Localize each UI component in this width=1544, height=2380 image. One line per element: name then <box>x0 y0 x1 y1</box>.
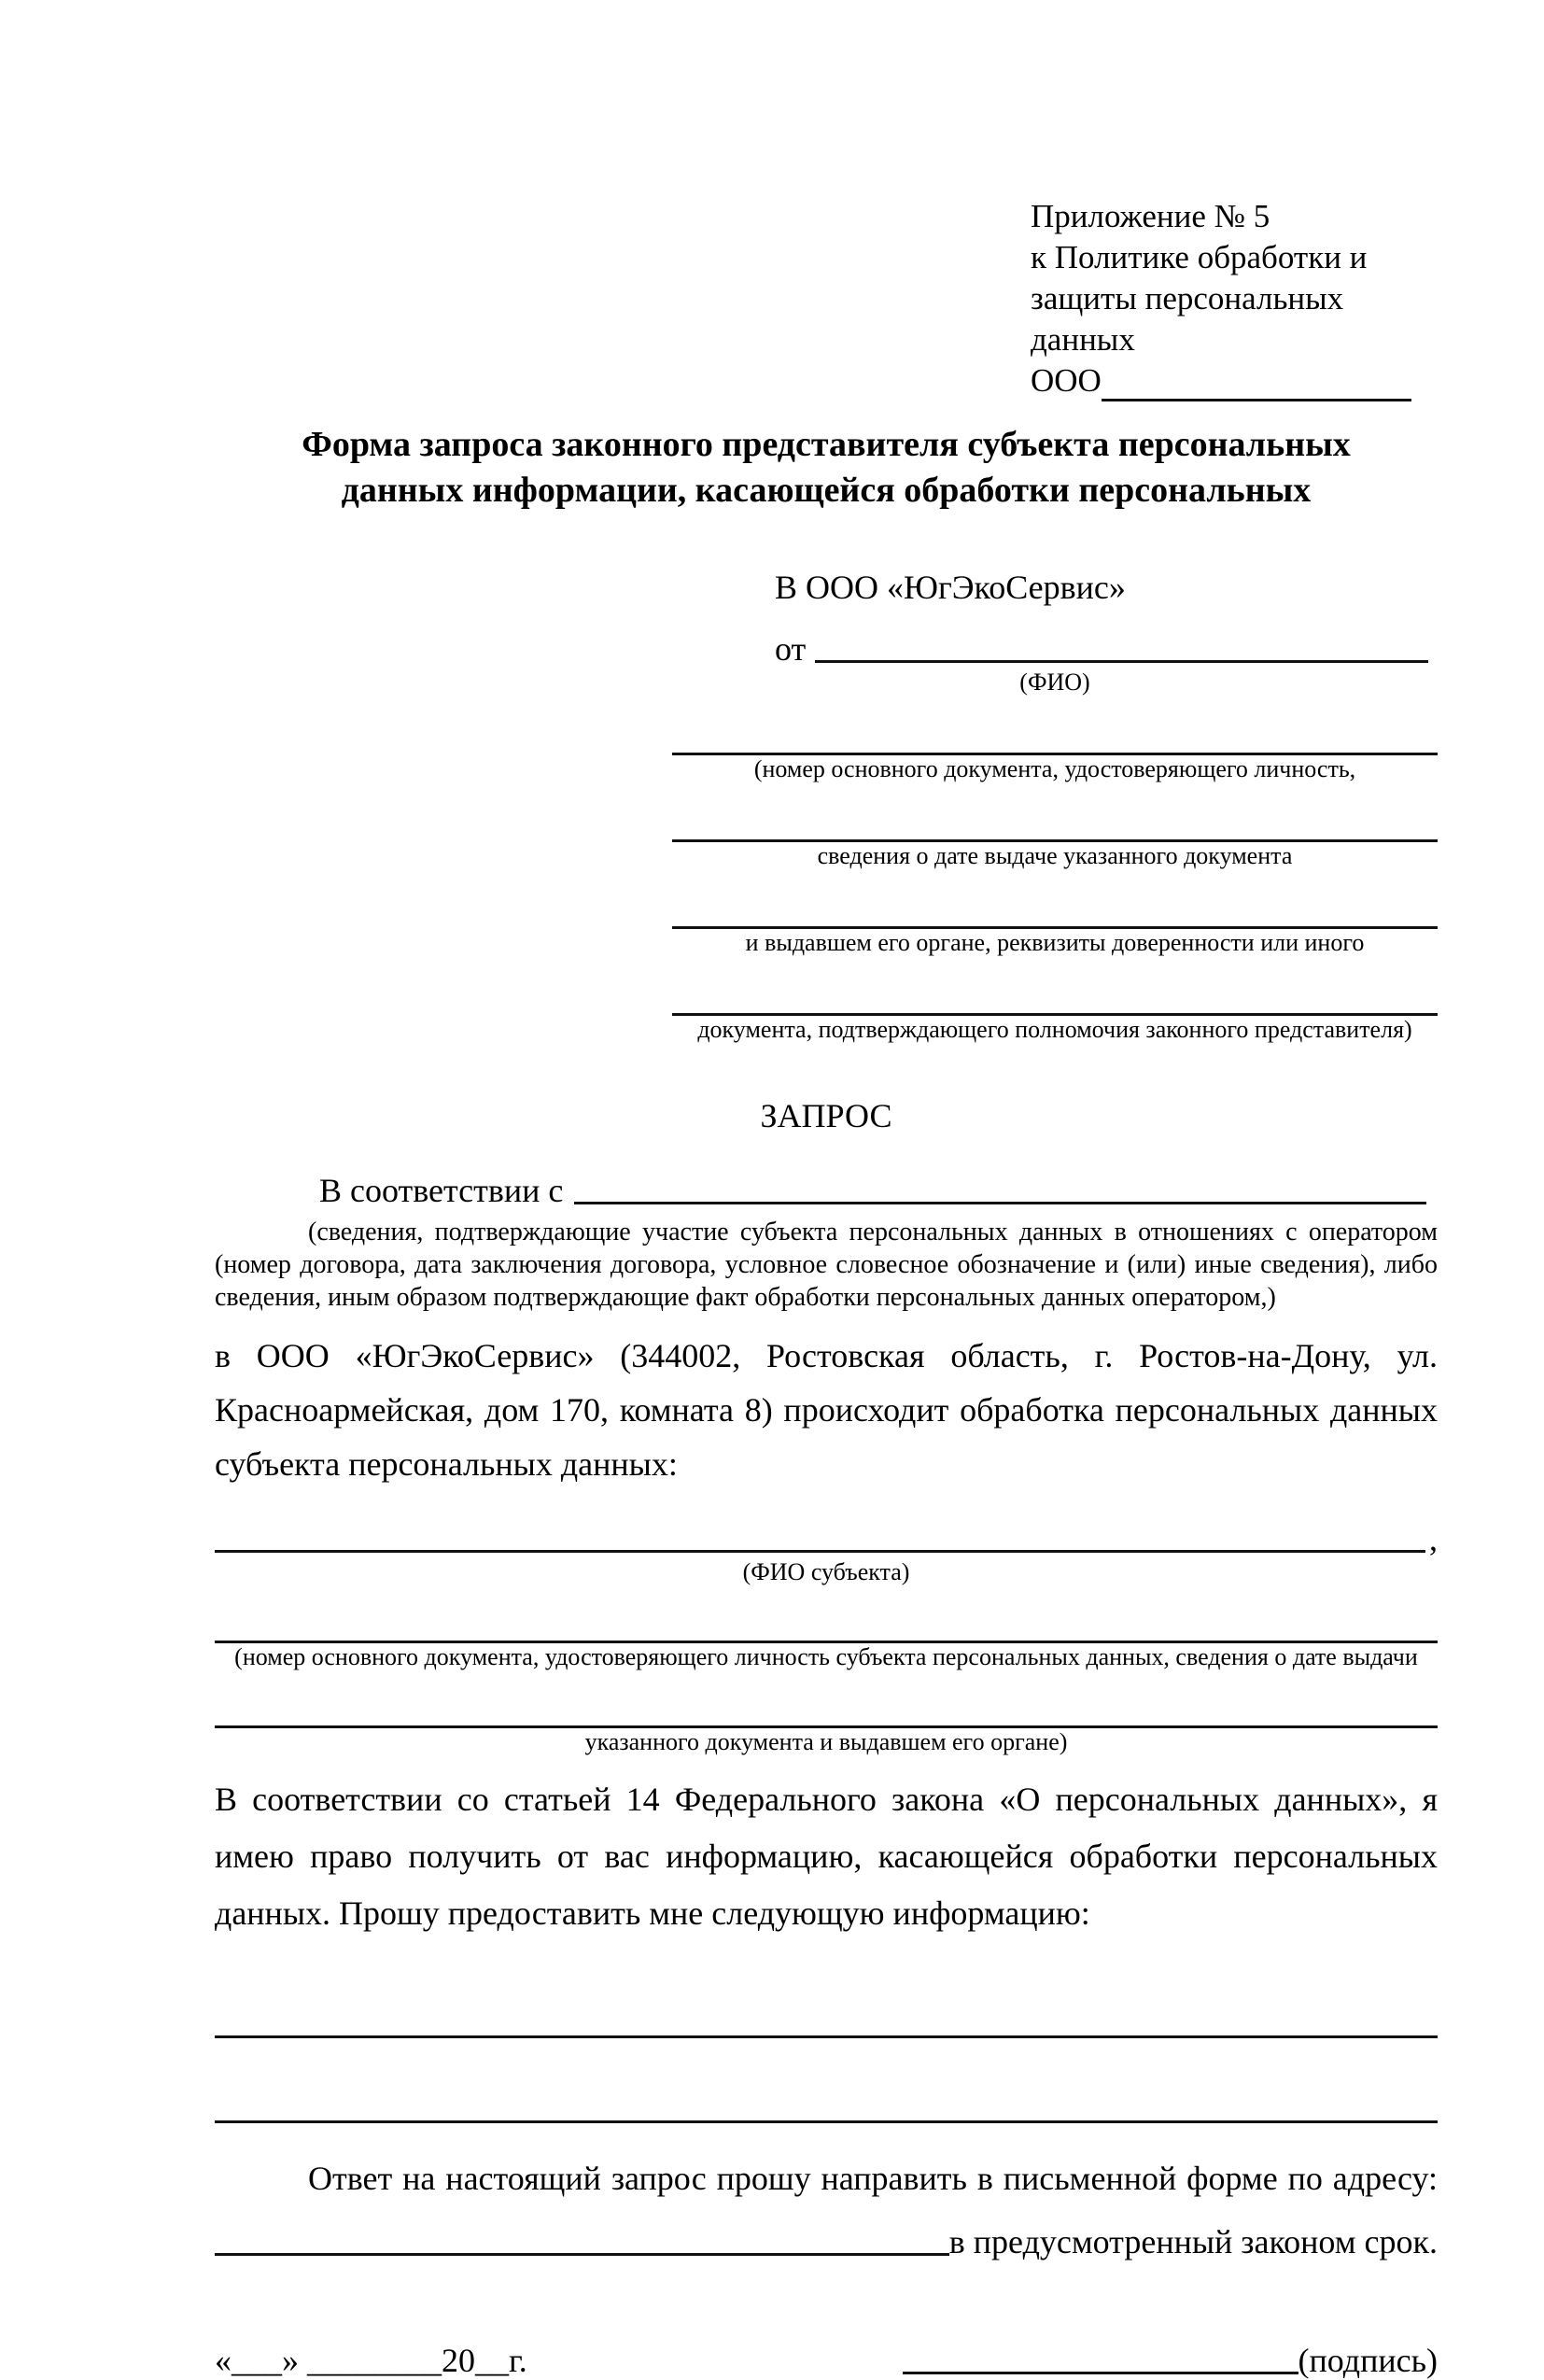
signature-blank-line <box>903 2340 1298 2374</box>
according-label: В соответствии с <box>319 1172 564 1209</box>
authority-document-caption: документа, подтверждающего полномочия законного представителя) <box>697 1016 1412 1043</box>
answer-paragraph: Ответ на настоящий запрос прошу направить в письменной форме по адресу: <box>308 2160 1438 2197</box>
title-line-1: Форма запроса законного представителя субъекта персональных <box>302 425 1351 464</box>
date-signature-row <box>215 2340 1438 2380</box>
operator-paragraph: в ООО «ЮгЭкоСервис» (344002, Ростовская область, г. Ростов-на-Дону, ул. Красноармейская, дом 170, комната 8) происходит обработка персональных данных субъекта персональных данных: <box>215 1337 1438 1483</box>
answer-address-row <box>215 2222 1438 2261</box>
date-line: «___» ________20__г. <box>215 2342 527 2379</box>
according-blank-line <box>574 1202 1426 1204</box>
according-row <box>215 1171 1438 1210</box>
relation-note: (сведения, подтверждающие участие субъекта персональных данных в отношениях с оператором (номер договора, дата заключения договора, условное словесное обозначение и (или) иные сведения), либо сведения, иным образом подтверждающие факт обработки персональных данных оператором,) <box>215 1218 1438 1312</box>
answer-address-blank-line <box>215 2253 949 2256</box>
subject-fio-blank-line <box>215 1550 1425 1553</box>
subject-document-row <box>215 1611 1438 1671</box>
annex-policy-line2: защиты персональных данных <box>1031 280 1344 358</box>
subject-document-caption: (номер основного документа, удостоверяющего личность субъекта персональных данных, сведения о дате выдачи <box>234 1643 1418 1670</box>
subject-document-blank-line <box>215 1611 1438 1643</box>
subject-fio-caption: (ФИО субъекта) <box>742 1558 910 1585</box>
ooo-blank-line <box>1102 367 1411 401</box>
issuing-authority-caption: и выдавшем его органе, реквизиты доверенности или иного <box>745 929 1365 956</box>
document-number-caption: (номер основного документа, удостоверяющего личность, <box>753 755 1356 782</box>
information-blank-line-1 <box>215 2004 1438 2038</box>
title-line-2: данных информации, касающейся обработки персональных <box>341 471 1312 510</box>
authority-document-blank-line <box>672 985 1438 1016</box>
document-content <box>215 196 1438 2380</box>
request-heading: ЗАПРОС <box>760 1097 892 1134</box>
signature-block <box>903 2340 1438 2380</box>
rights-paragraph: В соответствии со статьей 14 Федерального закона «О персональных данных», я имею право получить от вас информацию, касающейся обработки персональных данных. Прошу предоставить мне следующую информацию: <box>215 1781 1438 1932</box>
document-title <box>215 422 1438 514</box>
issuing-authority-row <box>672 898 1438 957</box>
subject-authority-blank-line <box>215 1696 1438 1728</box>
issue-date-caption: сведения о дате выдаче указанного документа <box>817 842 1293 869</box>
subject-fio-comma: , <box>1429 1520 1438 1557</box>
document-number-blank-line <box>672 725 1438 755</box>
subject-fio-row <box>215 1519 1438 1558</box>
issuing-authority-blank-line <box>672 898 1438 929</box>
information-blank-line-2 <box>215 2089 1438 2123</box>
annex-policy-line1: к Политике обработки и <box>1031 239 1368 275</box>
issue-date-row <box>672 811 1438 870</box>
addressee-block <box>672 568 1438 1044</box>
fio-caption: (ФИО) <box>1019 669 1090 696</box>
answer-tail-text: в предусмотренный законом срок. <box>948 2223 1438 2260</box>
fio-blank-line <box>815 660 1428 663</box>
authority-document-row <box>672 985 1438 1044</box>
addressee-from-row <box>672 629 1438 669</box>
addressee-to: В ООО «ЮгЭкоСервис» <box>775 569 1126 606</box>
annex-header <box>1031 196 1438 401</box>
annex-ooo-row <box>1031 360 1438 401</box>
document-number-row <box>672 725 1438 783</box>
subject-authority-caption: указанного документа и выдавшем его органе) <box>584 1728 1068 1755</box>
issue-date-blank-line <box>672 811 1438 842</box>
ooo-label: ООО <box>1031 362 1102 399</box>
from-label: от <box>775 630 807 668</box>
signature-caption: (подпись) <box>1298 2342 1438 2379</box>
annex-number: Приложение № 5 <box>1031 198 1270 234</box>
subject-authority-row <box>215 1696 1438 1756</box>
